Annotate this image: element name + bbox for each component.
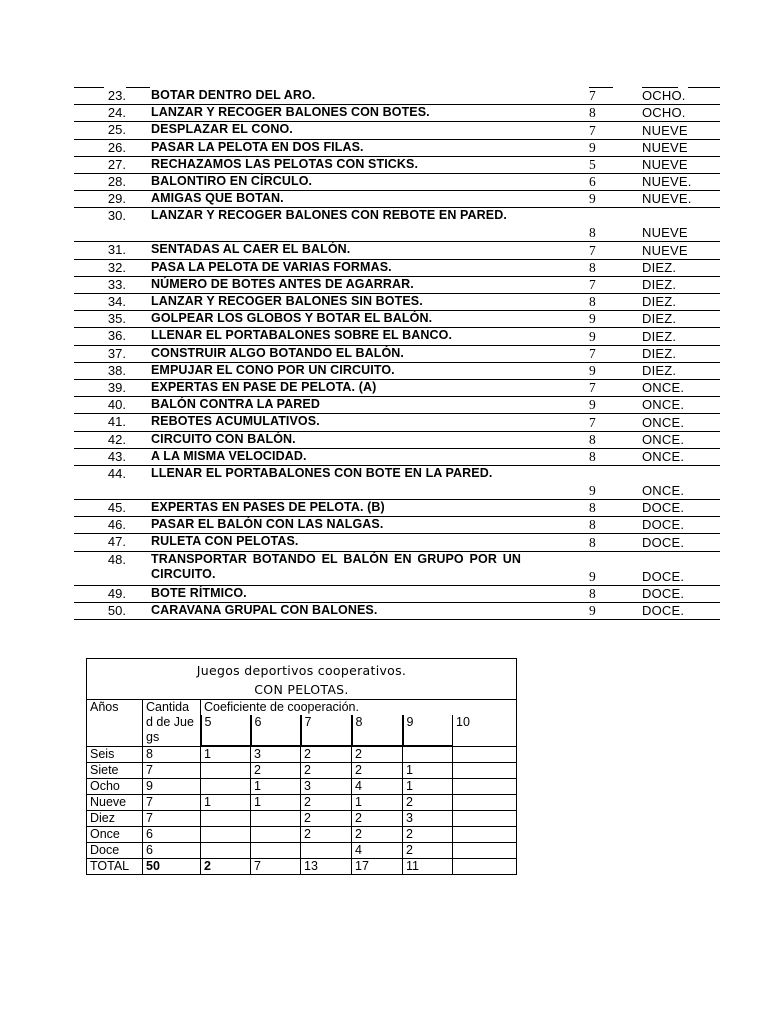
list-item — [74, 585, 720, 602]
game-age: OCHO. — [642, 105, 686, 121]
game-name: CIRCUITO CON BALÓN. — [151, 431, 296, 446]
list-item — [74, 207, 720, 241]
game-number: 24. — [107, 105, 126, 121]
game-age: DIEZ. — [642, 328, 677, 344]
row-cell: 1 — [251, 795, 301, 811]
game-name: LANZAR Y RECOGER BALONES CON REBOTE EN PARED. — [151, 208, 507, 223]
game-number: 33. — [107, 276, 126, 292]
game-number: 30. — [107, 208, 126, 224]
game-name: BOTE RÍTMICO. — [151, 585, 247, 600]
game-name: LLENAR EL PORTABALONES SOBRE EL BANCO. — [151, 328, 453, 343]
row-cell: 1 — [201, 746, 251, 763]
game-age: DOCE. — [642, 500, 685, 516]
game-name: RULETA CON PELOTAS. — [151, 534, 299, 549]
game-age: NUEVE — [642, 122, 688, 138]
game-age: NUEVE — [642, 139, 688, 155]
row-count: 7 — [143, 795, 201, 811]
game-number: 39. — [107, 380, 126, 395]
game-coefficient: 8 — [589, 448, 596, 464]
game-number: 50. — [107, 602, 126, 618]
row-cell: 2 — [301, 763, 352, 779]
row-age: Diez — [87, 811, 143, 827]
row-cell: 1 — [403, 779, 453, 795]
game-number: 49. — [107, 585, 126, 601]
game-age: DOCE. — [642, 534, 685, 550]
game-number: 42. — [107, 431, 126, 447]
row-cell: 2 — [403, 827, 453, 843]
row-cell: 2 — [251, 763, 301, 779]
game-coefficient: 7 — [589, 242, 596, 258]
game-name: BOTAR DENTRO DEL ARO. — [151, 88, 316, 102]
game-age: DIEZ. — [642, 362, 677, 378]
game-name: GOLPEAR LOS GLOBOS Y BOTAR EL BALÓN. — [151, 311, 433, 326]
list-item — [74, 413, 720, 430]
row-cell: 2 — [352, 746, 403, 763]
total-cell: 2 — [201, 859, 251, 875]
list-item — [74, 533, 720, 550]
game-coefficient: 7 — [589, 414, 596, 430]
game-number: 38. — [107, 362, 126, 378]
game-name: RECHAZAMOS LAS PELOTAS CON STICKS. — [151, 156, 419, 171]
row-cell — [251, 827, 301, 843]
game-age: DIEZ. — [642, 294, 677, 310]
game-age: ONCE. — [642, 448, 685, 464]
row-age: Siete — [87, 763, 143, 779]
list-item — [74, 276, 720, 293]
game-coefficient: 8 — [589, 534, 596, 550]
list-item — [74, 87, 720, 104]
row-age: Doce — [87, 843, 143, 859]
game-name: EMPUJAR EL CONO POR UN CIRCUITO. — [151, 362, 395, 377]
row-cell — [453, 779, 517, 795]
list-item — [74, 396, 720, 413]
game-name: CARAVANA GRUPAL CON BALONES. — [151, 602, 378, 617]
game-age: DOCE. — [642, 585, 685, 601]
game-name: LANZAR Y RECOGER BALONES CON BOTES. — [151, 105, 430, 120]
table-title — [87, 659, 517, 700]
row-cell: 2 — [352, 763, 403, 779]
coef-level-cell: 5 — [201, 715, 251, 746]
list-item — [74, 259, 720, 276]
row-cell: 3 — [251, 746, 301, 763]
list-item — [74, 602, 720, 619]
game-coefficient: 8 — [589, 225, 596, 241]
game-coefficient: 7 — [589, 88, 596, 104]
table-header-row — [87, 700, 517, 716]
list-item — [74, 156, 720, 173]
game-age: ONCE. — [642, 483, 685, 498]
table-row — [87, 843, 517, 859]
game-coefficient: 9 — [589, 328, 596, 344]
list-item — [74, 551, 720, 585]
game-number: 45. — [107, 500, 126, 515]
row-cell: 1 — [403, 763, 453, 779]
game-number: 43. — [107, 448, 126, 464]
game-name: A LA MISMA VELOCIDAD. — [151, 448, 307, 463]
list-item — [74, 241, 720, 258]
table-row — [87, 827, 517, 843]
header-coef: Coeficiente de cooperación. — [201, 700, 517, 716]
game-age: DIEZ. — [642, 276, 677, 292]
total-cell: 7 — [251, 859, 301, 875]
game-coefficient: 8 — [589, 105, 596, 121]
game-name: BALÓN CONTRA LA PARED — [151, 397, 320, 412]
game-age: ONCE. — [642, 431, 685, 447]
list-item — [74, 139, 720, 156]
row-count: 6 — [143, 827, 201, 843]
table-title-row — [87, 659, 517, 700]
table-row — [87, 779, 517, 795]
game-age: NUEVE. — [642, 191, 692, 207]
game-age: DOCE. — [642, 602, 685, 618]
game-name: LANZAR Y RECOGER BALONES SIN BOTES. — [151, 294, 423, 308]
row-cell — [251, 843, 301, 859]
row-age: Once — [87, 827, 143, 843]
game-coefficient: 8 — [589, 294, 596, 310]
total-row — [87, 859, 517, 875]
game-coefficient: 8 — [589, 259, 596, 275]
game-name: PASAR LA PELOTA EN DOS FILAS. — [151, 139, 364, 154]
row-divider — [74, 619, 720, 620]
list-item — [74, 104, 720, 121]
row-cell: 2 — [403, 795, 453, 811]
game-coefficient: 8 — [589, 431, 596, 447]
coef-level-cell: 10 — [453, 715, 517, 746]
game-name: LLENAR EL PORTABALONES CON BOTE EN LA PARED. — [151, 466, 493, 480]
row-cell: 3 — [301, 779, 352, 795]
list-item — [74, 516, 720, 533]
game-number: 44. — [107, 466, 126, 481]
row-cell — [251, 811, 301, 827]
list-item — [74, 499, 720, 516]
row-cell: 1 — [352, 795, 403, 811]
game-number: 37. — [107, 345, 126, 361]
game-coefficient: 7 — [589, 345, 596, 361]
row-cell — [453, 746, 517, 763]
game-coefficient: 7 — [589, 122, 596, 138]
list-item — [74, 327, 720, 344]
list-item — [74, 293, 720, 310]
total-cell: 17 — [352, 859, 403, 875]
summary-table — [86, 658, 517, 875]
game-name: EXPERTAS EN PASES DE PELOTA. (B) — [151, 500, 385, 514]
game-age: DOCE. — [642, 517, 685, 533]
list-item — [74, 345, 720, 362]
game-number: 31. — [107, 242, 126, 258]
game-coefficient: 9 — [589, 483, 596, 498]
game-coefficient: 8 — [589, 585, 596, 601]
row-cell: 2 — [301, 746, 352, 763]
game-age: DOCE. — [642, 568, 685, 584]
game-coefficient: 9 — [589, 191, 596, 207]
row-count: 9 — [143, 779, 201, 795]
game-age: NUEVE. — [642, 174, 692, 190]
game-coefficient: 9 — [589, 397, 596, 413]
row-age: Seis — [87, 746, 143, 763]
game-age: NUEVE — [642, 242, 688, 258]
row-cell — [201, 843, 251, 859]
game-name: PASA LA PELOTA DE VARIAS FORMAS. — [151, 259, 392, 274]
total-label: TOTAL — [87, 859, 143, 875]
total-cell: 13 — [301, 859, 352, 875]
coef-level-cell: 6 — [251, 715, 301, 746]
game-age: ONCE. — [642, 397, 685, 413]
row-cell — [403, 746, 453, 763]
game-number: 34. — [107, 294, 126, 309]
game-coefficient: 7 — [589, 276, 596, 292]
game-coefficient: 9 — [589, 602, 596, 618]
coef-level-cell: 7 — [301, 715, 352, 746]
row-cell — [201, 763, 251, 779]
list-item — [74, 448, 720, 465]
game-name: SENTADAS AL CAER EL BALÓN. — [151, 242, 351, 257]
row-cell: 3 — [403, 811, 453, 827]
row-cell — [201, 779, 251, 795]
game-name: NÚMERO DE BOTES ANTES DE AGARRAR. — [151, 276, 414, 291]
row-cell: 2 — [403, 843, 453, 859]
row-cell — [201, 811, 251, 827]
row-cell: 1 — [251, 779, 301, 795]
table-title-line2: CON PELOTAS. — [254, 682, 349, 697]
game-number: 41. — [107, 414, 126, 430]
row-cell — [453, 843, 517, 859]
row-cell — [453, 763, 517, 779]
list-item — [74, 465, 720, 499]
game-age: DIEZ. — [642, 311, 677, 327]
game-age: ONCE. — [642, 380, 685, 396]
game-number: 35. — [107, 311, 126, 327]
row-cell — [301, 843, 352, 859]
row-age: Nueve — [87, 795, 143, 811]
row-cell — [453, 811, 517, 827]
coef-level-cell: 8 — [352, 715, 403, 746]
list-item — [74, 379, 720, 396]
game-number: 48. — [107, 551, 126, 567]
game-number: 36. — [107, 328, 126, 344]
game-number: 28. — [107, 174, 126, 189]
row-cell — [453, 795, 517, 811]
total-cell — [453, 859, 517, 875]
game-age: NUEVE — [642, 156, 688, 172]
row-cell: 4 — [352, 779, 403, 795]
coef-level-cell: 9 — [403, 715, 453, 746]
header-years: Años — [87, 700, 143, 747]
game-coefficient: 9 — [589, 568, 596, 584]
list-item — [74, 310, 720, 327]
game-name: DESPLAZAR EL CONO. — [151, 122, 293, 137]
game-number: 46. — [107, 517, 126, 533]
row-count: 7 — [143, 811, 201, 827]
game-age: DIEZ. — [642, 345, 677, 361]
row-cell — [453, 827, 517, 843]
row-cell — [201, 827, 251, 843]
game-name: AMIGAS QUE BOTAN. — [151, 191, 284, 206]
table-row — [87, 746, 517, 763]
game-coefficient: 6 — [589, 174, 596, 190]
game-age: ONCE. — [642, 414, 685, 430]
row-cell: 2 — [352, 827, 403, 843]
game-age: OCHO. — [642, 88, 686, 104]
game-number: 47. — [107, 534, 126, 550]
row-cell: 1 — [201, 795, 251, 811]
list-item — [74, 121, 720, 138]
row-count: 6 — [143, 843, 201, 859]
list-item — [74, 190, 720, 207]
game-coefficient: 8 — [589, 500, 596, 516]
row-cell: 2 — [301, 827, 352, 843]
game-number: 26. — [107, 139, 126, 155]
game-number: 32. — [107, 259, 126, 275]
game-number: 25. — [107, 122, 126, 138]
row-count: 8 — [143, 746, 201, 763]
game-coefficient: 8 — [589, 517, 596, 533]
table-title-line1: Juegos deportivos cooperativos. — [196, 663, 407, 678]
row-age: Ocho — [87, 779, 143, 795]
game-number: 29. — [107, 191, 126, 207]
list-item — [74, 362, 720, 379]
game-number: 27. — [107, 156, 126, 172]
row-count: 7 — [143, 763, 201, 779]
game-coefficient: 9 — [589, 362, 596, 378]
game-number: 40. — [107, 397, 126, 413]
list-item — [74, 173, 720, 190]
game-age: DIEZ. — [642, 259, 677, 275]
game-age: NUEVE — [642, 225, 688, 241]
game-name: PASAR EL BALÓN CON LAS NALGAS. — [151, 517, 384, 532]
game-coefficient: 9 — [589, 139, 596, 155]
row-cell: 2 — [301, 795, 352, 811]
table-row — [87, 763, 517, 779]
table-row — [87, 811, 517, 827]
game-coefficient: 7 — [589, 380, 596, 396]
game-coefficient: 9 — [589, 311, 596, 327]
game-name: REBOTES ACUMULATIVOS. — [151, 414, 320, 429]
game-name: BALONTIRO EN CÍRCULO. — [151, 174, 313, 188]
row-cell: 4 — [352, 843, 403, 859]
game-name: EXPERTAS EN PASE DE PELOTA. (A) — [151, 380, 377, 394]
table-row — [87, 795, 517, 811]
game-coefficient: 5 — [589, 156, 596, 172]
list-item — [74, 431, 720, 448]
row-cell: 2 — [352, 811, 403, 827]
header-count: Cantida d de Juegs — [143, 700, 201, 747]
summary-body — [87, 746, 517, 859]
row-cell: 2 — [301, 811, 352, 827]
total-cell: 11 — [403, 859, 453, 875]
game-number: 23. — [107, 88, 126, 103]
total-count: 50 — [143, 859, 201, 875]
game-name: TRANSPORTAR BOTANDO EL BALÓN EN GRUPO POR UN CIRCUITO. — [151, 551, 521, 581]
game-name: CONSTRUIR ALGO BOTANDO EL BALÓN. — [151, 345, 404, 360]
